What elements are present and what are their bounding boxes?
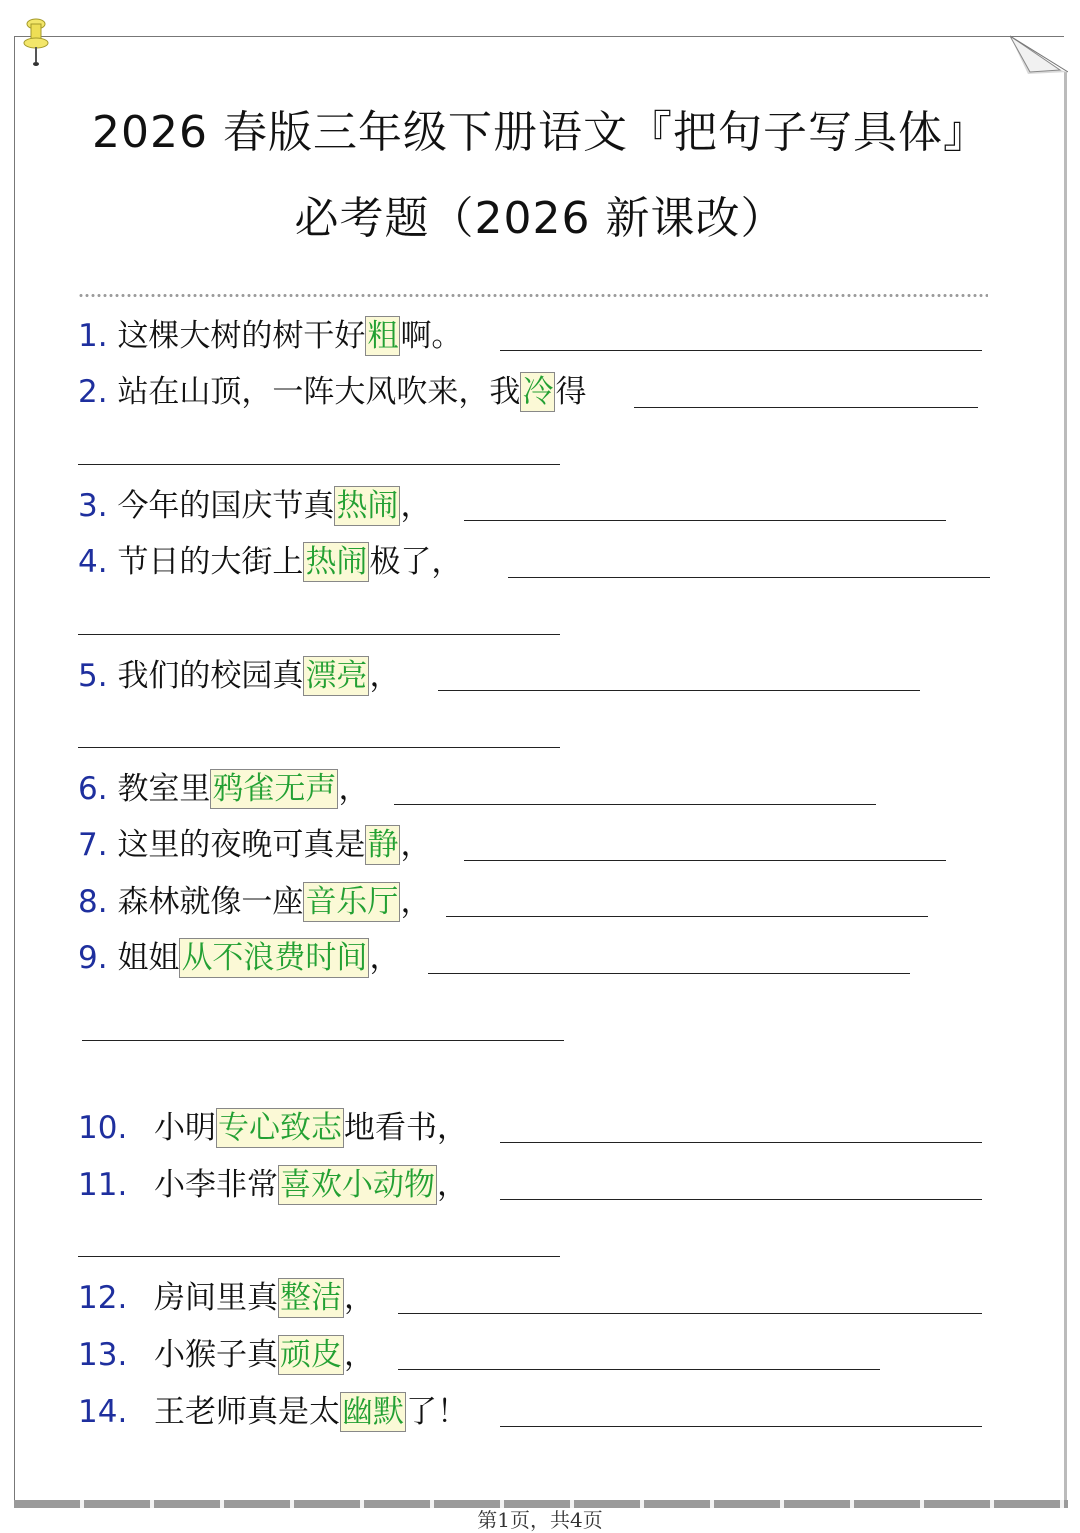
keyword-highlight: 音乐厅 bbox=[305, 884, 399, 920]
question-text: 王老师真是太 bbox=[154, 1394, 340, 1430]
dotted-divider bbox=[78, 293, 988, 298]
question-11 bbox=[78, 1163, 468, 1207]
question-text: ， bbox=[344, 1337, 375, 1373]
question-number: 5. bbox=[78, 658, 108, 694]
keyword-highlight: 粗 bbox=[367, 318, 399, 354]
question-14 bbox=[78, 1390, 468, 1434]
question-12 bbox=[78, 1276, 375, 1320]
question-number: 14. bbox=[78, 1394, 128, 1430]
answer-line-12[interactable] bbox=[398, 1313, 982, 1314]
page-curl-icon bbox=[1010, 34, 1068, 74]
question-text: 极了， bbox=[369, 544, 463, 580]
question-text: 房间里真 bbox=[154, 1280, 278, 1316]
question-text: 姐姐 bbox=[117, 940, 180, 976]
page-shadow bbox=[1064, 72, 1067, 1504]
question-text: 节日的大街上 bbox=[117, 544, 304, 580]
question-number: 3. bbox=[78, 488, 108, 524]
question-text: 啊。 bbox=[400, 318, 463, 354]
keyword-highlight: 静 bbox=[367, 827, 399, 863]
page-title: 2026 春版三年级下册语文『把句子写具体』 bbox=[92, 107, 988, 158]
question-text: 这里的夜晚可真是 bbox=[117, 827, 366, 863]
answer-line-10[interactable] bbox=[500, 1142, 982, 1143]
question-number: 4. bbox=[78, 544, 108, 580]
answer-line-11b[interactable] bbox=[78, 1256, 560, 1257]
question-2 bbox=[78, 370, 586, 414]
question-text: ， bbox=[400, 827, 432, 863]
question-text: 得 bbox=[555, 374, 587, 410]
question-number: 6. bbox=[78, 771, 108, 807]
answer-line-9b[interactable] bbox=[82, 1040, 564, 1041]
question-text: 了！ bbox=[406, 1394, 468, 1430]
answer-line-8[interactable] bbox=[446, 916, 928, 917]
question-text: 今年的国庆节真 bbox=[117, 488, 335, 524]
answer-line-2b[interactable] bbox=[78, 464, 560, 465]
answer-line-5b[interactable] bbox=[78, 747, 560, 748]
keyword-highlight: 热闹 bbox=[305, 544, 368, 580]
question-text: ， bbox=[369, 658, 401, 694]
keyword-highlight: 漂亮 bbox=[305, 658, 368, 694]
question-1 bbox=[78, 314, 462, 358]
question-text: ， bbox=[344, 1280, 375, 1316]
answer-line-6[interactable] bbox=[394, 804, 876, 805]
question-number: 10. bbox=[78, 1110, 128, 1146]
question-text: ， bbox=[369, 940, 401, 976]
question-text: 小明 bbox=[154, 1110, 216, 1146]
question-number: 1. bbox=[78, 318, 108, 354]
keyword-highlight: 顽皮 bbox=[280, 1337, 342, 1373]
pushpin-icon bbox=[22, 16, 50, 68]
question-4 bbox=[78, 540, 462, 584]
question-number: 11. bbox=[78, 1167, 128, 1203]
question-text: 我们的校园真 bbox=[117, 658, 304, 694]
keyword-highlight: 幽默 bbox=[342, 1394, 404, 1430]
answer-line-14[interactable] bbox=[500, 1426, 982, 1427]
question-text: 教室里 bbox=[117, 771, 211, 807]
answer-line-1[interactable] bbox=[500, 350, 982, 351]
keyword-highlight: 冷 bbox=[522, 374, 554, 410]
question-text: ， bbox=[400, 884, 432, 920]
keyword-highlight: 鸦雀无声 bbox=[212, 771, 337, 807]
question-5 bbox=[78, 654, 400, 698]
question-text: 站在山顶，一阵大风吹来，我 bbox=[117, 374, 521, 410]
answer-line-5[interactable] bbox=[438, 690, 920, 691]
answer-line-2[interactable] bbox=[634, 407, 978, 408]
question-number: 12. bbox=[78, 1280, 128, 1316]
page-footer: 第1页，共4页 bbox=[477, 1508, 603, 1532]
question-number: 8. bbox=[78, 884, 108, 920]
answer-line-11[interactable] bbox=[500, 1199, 982, 1200]
answer-line-13[interactable] bbox=[398, 1369, 880, 1370]
question-text: ， bbox=[400, 488, 432, 524]
question-number: 7. bbox=[78, 827, 108, 863]
question-text: 地看书， bbox=[344, 1110, 468, 1146]
question-text: 森林就像一座 bbox=[117, 884, 304, 920]
answer-line-7[interactable] bbox=[464, 860, 946, 861]
keyword-highlight: 整洁 bbox=[280, 1280, 342, 1316]
keyword-highlight: 从不浪费时间 bbox=[181, 940, 368, 976]
question-7 bbox=[78, 823, 431, 867]
answer-line-4[interactable] bbox=[508, 577, 990, 578]
question-number: 13. bbox=[78, 1337, 128, 1373]
question-13 bbox=[78, 1333, 375, 1377]
keyword-highlight: 热闹 bbox=[336, 488, 399, 524]
question-8 bbox=[78, 880, 431, 924]
keyword-highlight: 专心致志 bbox=[218, 1110, 342, 1146]
answer-line-4b[interactable] bbox=[78, 634, 560, 635]
page-subtitle: 必考题（2026 新课改） bbox=[294, 193, 786, 244]
answer-line-3[interactable] bbox=[464, 520, 946, 521]
question-10 bbox=[78, 1106, 468, 1150]
question-3 bbox=[78, 484, 431, 528]
question-6 bbox=[78, 767, 369, 811]
question-9 bbox=[78, 936, 400, 980]
keyword-highlight: 喜欢小动物 bbox=[280, 1167, 435, 1203]
question-text: 小猴子真 bbox=[154, 1337, 278, 1373]
question-number: 2. bbox=[78, 374, 108, 410]
question-text: ， bbox=[437, 1167, 468, 1203]
question-text: 这棵大树的树干好 bbox=[117, 318, 366, 354]
question-text: 小李非常 bbox=[154, 1167, 278, 1203]
answer-line-9[interactable] bbox=[428, 973, 910, 974]
question-number: 9. bbox=[78, 940, 108, 976]
question-text: ， bbox=[338, 771, 370, 807]
